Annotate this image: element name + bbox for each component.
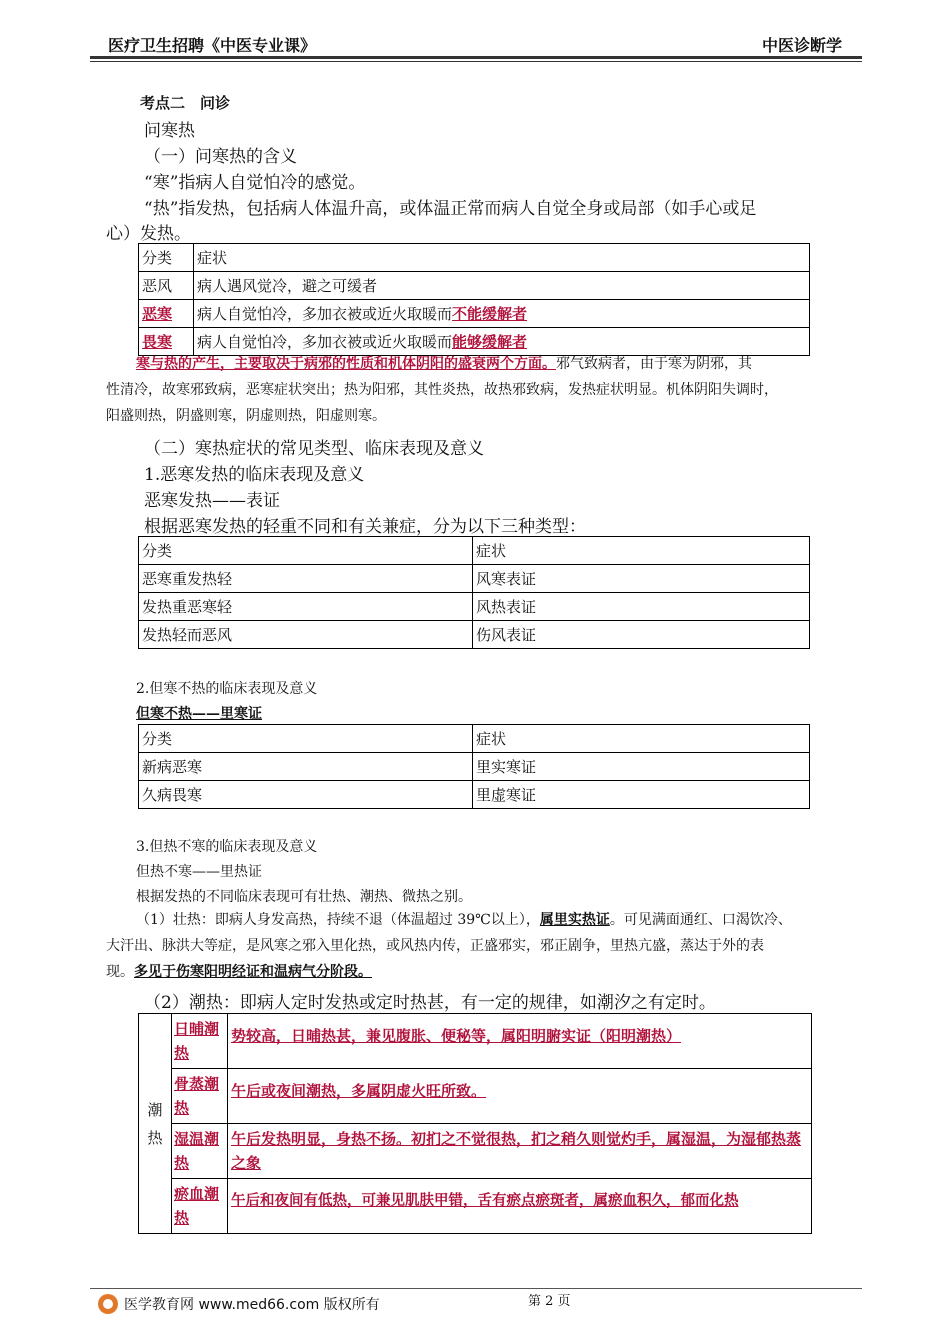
definition-heat-line2: 心）发热。 xyxy=(106,224,191,244)
table-row xyxy=(139,621,810,649)
zhuangre-key: 多见于伤寒阳明经证和温病气分阶段。 xyxy=(134,964,372,980)
table-row xyxy=(139,593,810,621)
header-rule-thick xyxy=(90,56,862,59)
header-title: 医疗卫生招聘《中医专业课》 xyxy=(108,36,317,55)
chill-types-table xyxy=(138,243,810,356)
desc-text: 病人自觉怕冷，多加衣被或近火取暖而 xyxy=(197,333,453,351)
page-number: 第 2 页 xyxy=(528,1294,571,1309)
table-cell-name: 恶风 xyxy=(139,272,194,300)
table-cell-desc xyxy=(194,272,810,300)
table-header-cell: 分类 xyxy=(139,725,473,753)
footer-site xyxy=(98,1294,380,1314)
table-cell: 伤风表证 xyxy=(473,621,810,649)
table-cell: 恶寒重发热轻 xyxy=(139,565,473,593)
item-1-desc: 根据恶寒发热的轻重不同和有关兼症，分为以下三种类型： xyxy=(144,517,586,537)
table-header-row xyxy=(139,537,810,565)
cold-only-table xyxy=(138,724,810,809)
item-3-title: 3.但热不寒的临床表现及意义 xyxy=(136,839,318,855)
zhuangre-line1 xyxy=(136,908,792,933)
table-cell-name: 畏寒 xyxy=(139,328,194,356)
tidal-type-name: 骨蒸潮热 xyxy=(172,1069,228,1124)
footer-site-text: 医学教育网 www.med66.com 版权所有 xyxy=(124,1297,380,1313)
table-row xyxy=(139,781,810,809)
tidal-type-desc: 午后发热明显，身热不扬。初扪之不觉很热，扪之稍久则觉灼手，属湿温，为湿郁热蒸之象 xyxy=(228,1124,812,1179)
desc-text: 病人自觉怕冷，多加衣被或近火取暖而 xyxy=(197,305,453,323)
table-cell: 久病畏寒 xyxy=(139,781,473,809)
table-row xyxy=(139,1069,812,1124)
header-rule-thin xyxy=(90,61,862,62)
desc-key-text: 能够缓解者 xyxy=(452,333,528,351)
table-header-cell: 分类 xyxy=(139,244,194,272)
cause-paragraph-line1 xyxy=(136,352,752,377)
table-row xyxy=(139,1014,812,1069)
table-row xyxy=(139,753,810,781)
cause-paragraph-line3: 阳盛则热，阴盛则寒，阴虚则热，阳虚则寒。 xyxy=(106,408,386,424)
zhuangre-line3 xyxy=(106,960,372,985)
table-row xyxy=(139,272,810,300)
table-cell: 新病恶寒 xyxy=(139,753,473,781)
item-3-desc: 根据发热的不同临床表现可有壮热、潮热、微热之别。 xyxy=(136,889,472,905)
item-2-title: 2.但寒不热的临床表现及意义 xyxy=(136,681,318,697)
desc-key-text: 不能缓解者 xyxy=(452,305,528,323)
table-cell: 发热重恶寒轻 xyxy=(139,593,473,621)
table-row xyxy=(139,1179,812,1234)
header-subject: 中医诊断学 xyxy=(761,36,842,55)
table-cell-desc xyxy=(194,300,810,328)
zhuangre-text: （1）壮热：即病人身发高热，持续不退（体温超过 39℃以上）， xyxy=(136,912,540,928)
definition-heat-line1: “热”指发热，包括病人体温升高，或体温正常而病人自觉全身或局部（如手心或足 xyxy=(144,199,757,219)
table-cell: 里实寒证 xyxy=(473,753,810,781)
cause-key-text: 寒与热的产生，主要取决于病邪的性质和机体阴阳的盛衰两个方面。 xyxy=(136,356,556,372)
aversion-fever-table xyxy=(138,536,810,649)
table-cell: 发热轻而恶风 xyxy=(139,621,473,649)
zhuangre-text: 。可见满面通红、口渴饮冷、 xyxy=(609,912,792,928)
table-cell: 里虚寒证 xyxy=(473,781,810,809)
definition-cold: “寒”指病人自觉怕冷的感觉。 xyxy=(144,173,366,193)
table-row xyxy=(139,565,810,593)
tidal-type-name: 湿温潮热 xyxy=(172,1124,228,1179)
table-header-cell: 症状 xyxy=(194,244,810,272)
tidal-type-name: 日晡潮热 xyxy=(172,1014,228,1069)
cause-text: 邪气致病者，由于寒为阴邪，其 xyxy=(556,356,752,372)
zhuangre-text: 现。 xyxy=(106,964,134,980)
tidal-type-name: 瘀血潮热 xyxy=(172,1179,228,1234)
tidal-type-desc: 午后和夜间有低热，可兼见肌肤甲错，舌有瘀点瘀斑者，属瘀血积久，郁而化热 xyxy=(228,1179,812,1234)
item-3-line: 但热不寒——里热证 xyxy=(136,864,262,880)
chaore-intro: （2）潮热：即病人定时发热或定时热甚，有一定的规律，如潮汐之有定时。 xyxy=(144,993,716,1013)
table-header-cell: 分类 xyxy=(139,537,473,565)
table-header-row xyxy=(139,725,810,753)
zhuangre-line2: 大汗出、脉洪大等症，是风寒之邪入里化热，或风热内传，正盛邪实，邪正剧争，里热亢盛，蒸达于外的表 xyxy=(106,938,764,954)
desc-text: 病人遇风觉冷，避之可缓者 xyxy=(197,277,378,295)
table-cell: 风寒表证 xyxy=(473,565,810,593)
item-1-title: 1.恶寒发热的临床表现及意义 xyxy=(144,465,365,485)
table-header-cell: 症状 xyxy=(473,537,810,565)
tidal-type-desc: 势较高，日晡热甚，兼见腹胀、便秘等，属阳明腑实证（阳明潮热） xyxy=(228,1014,812,1069)
subsection-1-heading: （一）问寒热的含义 xyxy=(144,147,297,167)
table-row xyxy=(139,300,810,328)
section-title: 考点二 问诊 xyxy=(140,94,231,112)
table-header-row xyxy=(139,244,810,272)
tidal-fever-table xyxy=(138,1013,812,1234)
tidal-type-desc: 午后或夜间潮热，多属阴虚火旺所致。 xyxy=(228,1069,812,1124)
table-cell: 风热表证 xyxy=(473,593,810,621)
item-2-line: 但寒不热——里寒证 xyxy=(136,706,262,722)
subsection-2-heading: （二）寒热症状的常见类型、临床表现及意义 xyxy=(144,439,484,459)
topic-heading: 问寒热 xyxy=(144,121,195,141)
site-logo-icon xyxy=(98,1294,118,1314)
table-cell-name: 恶寒 xyxy=(139,300,194,328)
tidal-label-cell: 潮热 xyxy=(139,1014,172,1234)
item-1-line: 恶寒发热——表证 xyxy=(144,491,280,511)
cause-paragraph-line2: 性清冷，故寒邪致病，恶寒症状突出；热为阳邪，其性炎热，故热邪致病，发热症状明显。机体阴阳失调时， xyxy=(106,382,778,398)
table-header-cell: 症状 xyxy=(473,725,810,753)
table-row xyxy=(139,1124,812,1179)
zhuangre-key: 属里实热证 xyxy=(539,912,610,928)
footer-rule xyxy=(90,1288,862,1289)
